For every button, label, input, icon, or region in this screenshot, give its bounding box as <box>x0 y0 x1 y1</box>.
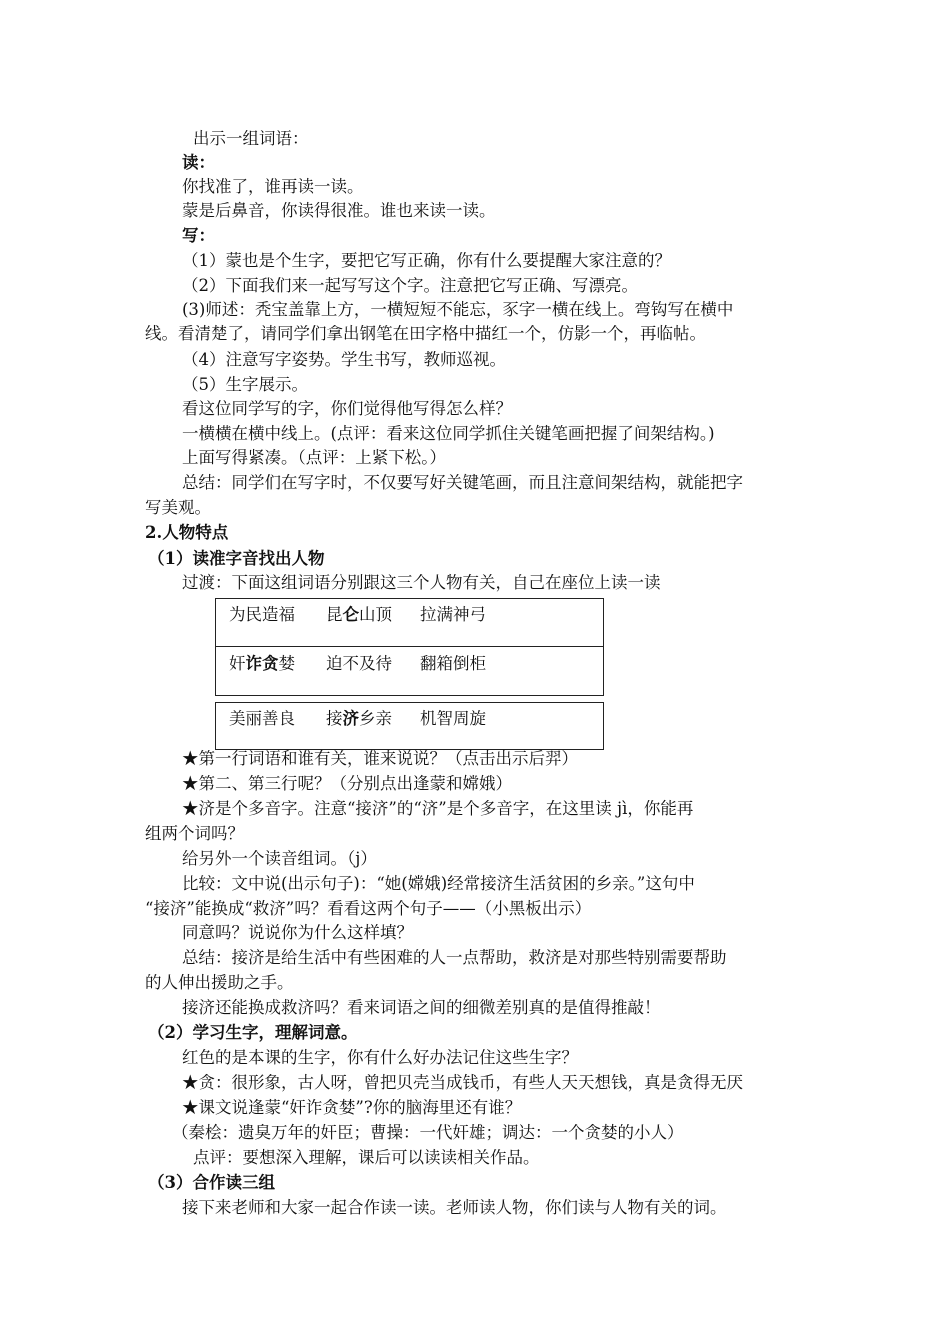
text-line: 总结：接济是给生活中有些困难的人一点帮助，救济是对那些特别需要帮助 <box>182 948 727 967</box>
text-line: 看这位同学写的字，你们觉得他写得怎么样？ <box>182 399 512 418</box>
subsection-heading: （3）合作读三组 <box>148 1173 275 1192</box>
table-cell: 翻箱倒柜 <box>420 654 486 673</box>
text-line: 上面写得紧凑。（点评：上紧下松。） <box>182 448 446 467</box>
text-line: 接济还能换成救济吗？看来词语之间的细微差别真的是值得推敲！ <box>182 998 661 1017</box>
table-cell: 迫不及待 <box>326 654 392 673</box>
text-line: 出示一组词语： <box>193 129 309 148</box>
text-line: （1）蒙也是个生字，要把它写正确，你有什么要提醒大家注意的？ <box>182 251 671 270</box>
text-line: 过渡：下面这组词语分别跟这三个人物有关，自己在座位上读一读 <box>182 573 661 592</box>
text-line: ★课文说逢蒙“奸诈贪婪”?你的脑海里还有谁？ <box>182 1098 522 1117</box>
text-line: “接济”能换成“救济”吗？看看这两个句子——（小黑板出示） <box>145 899 592 918</box>
table-cell: 接济乡亲 <box>326 709 392 728</box>
text-line: 接下来老师和大家一起合作读一读。老师读人物，你们读与人物有关的词。 <box>182 1198 727 1217</box>
text-line: 同意吗？说说你为什么这样填？ <box>182 923 413 942</box>
table-cell: 昆仑山顶 <box>326 605 392 624</box>
table-divider <box>216 646 603 647</box>
text-line: 一横横在横中线上。(点评：看来这位同学抓住关键笔画把握了间架结构。) <box>182 424 715 443</box>
heading-read: 读： <box>182 153 215 172</box>
section-heading: 2.人物特点 <box>145 523 229 542</box>
text-line: （5）生字展示。 <box>182 375 308 394</box>
text-line: 你找准了，谁再读一读。 <box>182 177 364 196</box>
table-cell: 美丽善良 <box>229 709 295 728</box>
text-line: 蒙是后鼻音，你读得很准。谁也来读一读。 <box>182 201 496 220</box>
text-line: ★济是个多音字。注意“接济”的“济”是个多音字，在这里读 jì，你能再 <box>182 799 694 818</box>
text-line: 红色的是本课的生字，你有什么好办法记住这些生字？ <box>182 1048 578 1067</box>
word-table-top <box>215 598 604 696</box>
text-line: 给另外一个读音组词。（j） <box>182 849 377 868</box>
table-cell: 为民造福 <box>229 605 295 624</box>
heading-write: 写： <box>182 226 215 245</box>
table-cell: 机智周旋 <box>420 709 486 728</box>
text-line: ★贪：很形象，古人呀，曾把贝壳当成钱币，有些人天天想钱，真是贪得无厌 <box>182 1073 743 1092</box>
text-line: 写美观。 <box>145 498 211 517</box>
text-line: 总结：同学们在写字时，不仅要写好关键笔画，而且注意间架结构，就能把字 <box>182 473 743 492</box>
subsection-heading: （2）学习生字，理解词意。 <box>148 1023 358 1042</box>
text-line: 比较：文中说(出示句子)：“她(嫦娥)经常接济生活贫困的乡亲。”这句中 <box>182 874 695 893</box>
subsection-heading: （1）读准字音找出人物 <box>148 549 325 568</box>
table-cell: 拉满神弓 <box>420 605 486 624</box>
text-line: （秦桧：遗臭万年的奸臣；曹操：一代奸雄；调达：一个贪婪的小人） <box>172 1123 684 1142</box>
text-line: ★第一行词语和谁有关，谁来说说？（点击出示后羿） <box>182 749 578 768</box>
text-line: (3)师述：秃宝盖靠上方，一横短短不能忘，豕字一横在线上。弯钩写在横中 <box>182 300 734 319</box>
text-line: 线。看清楚了，请同学们拿出钢笔在田字格中描红一个，仿影一个，再临帖。 <box>145 324 706 343</box>
text-line: （4）注意写字姿势。学生书写，教师巡视。 <box>182 350 506 369</box>
text-line: 点评：要想深入理解，课后可以读读相关作品。 <box>193 1148 540 1167</box>
table-cell: 奸诈贪婪 <box>229 654 295 673</box>
text-line: 的人伸出援助之手。 <box>145 973 294 992</box>
text-line: ★第二、第三行呢？（分别点出逢蒙和嫦娥） <box>182 774 512 793</box>
word-table-bottom <box>215 702 604 750</box>
text-line: 组两个词吗？ <box>145 824 244 843</box>
text-line: （2）下面我们来一起写写这个字。注意把它写正确、写漂亮。 <box>182 276 638 295</box>
